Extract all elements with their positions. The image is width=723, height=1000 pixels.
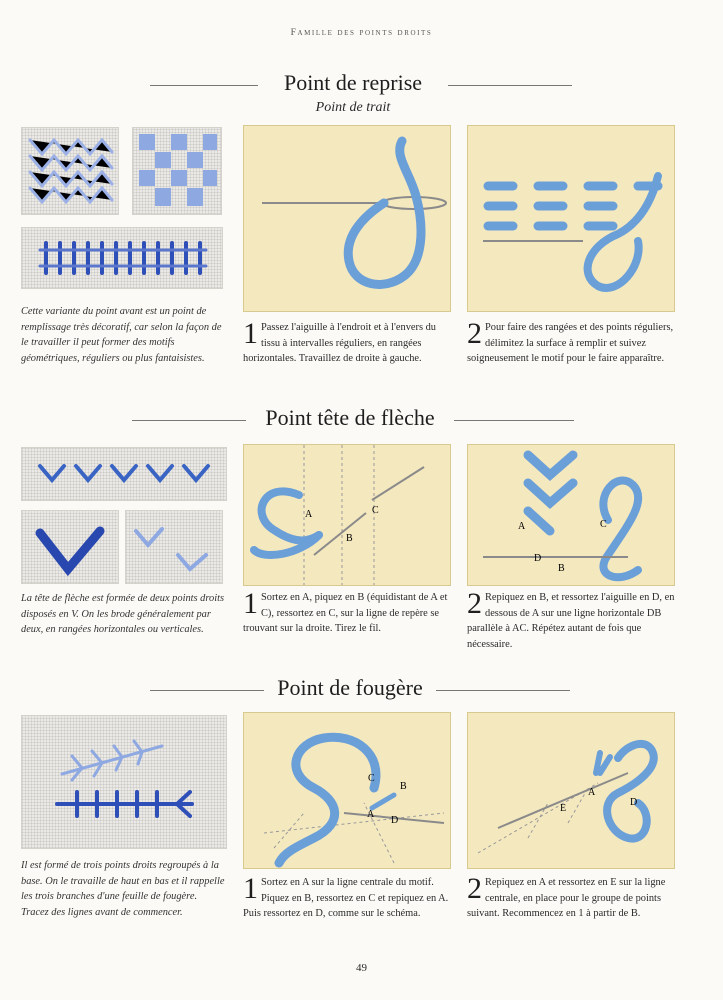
illustration-reprise-step1 xyxy=(243,125,451,312)
swatch-fleche-soft xyxy=(125,510,223,584)
step-number: 2 xyxy=(467,587,482,620)
section-title-tete-de-fleche: Point tête de flèche xyxy=(265,405,435,430)
step-fougere-2 xyxy=(467,872,679,922)
title-rule-right xyxy=(454,420,574,421)
illustration-fougere-step2 xyxy=(467,712,675,869)
running-header: Famille des points droits xyxy=(290,28,433,38)
swatch-reprise-chevron xyxy=(21,127,119,215)
step-text: Sortez en A, piquez en B (équidistant de A et C), ressortez en C, sur la ligne de repère se trouvant sur la droite. Tirez le fil. xyxy=(243,592,448,634)
label-c: C xyxy=(372,505,379,516)
section-subtitle-trait: Point de trait xyxy=(315,100,391,115)
label-b: B xyxy=(558,563,565,574)
step-text: Repiquez en B, et ressortez l'aiguille en D, en dessous de A sur une ligne horizontale DB parallèle à AC. Répétez autant de fois que nécessaire. xyxy=(467,592,675,650)
section-title-reprise: Point de reprise xyxy=(283,70,423,95)
illustration-reprise-step2 xyxy=(467,125,675,312)
title-rule-left xyxy=(132,420,246,421)
label-a: A xyxy=(367,809,375,820)
label-d: D xyxy=(630,797,638,808)
title-rule-right xyxy=(448,85,572,86)
label-c: C xyxy=(368,773,375,784)
step-text: Repiquez en A et ressortez en E sur la ligne centrale, en place pour le groupe de points suivant. Recommencez en 1 à partir de B. xyxy=(467,877,666,919)
step-number: 1 xyxy=(243,317,258,350)
step-reprise-1 xyxy=(243,317,455,367)
step-text: Pour faire des rangées et des points réguliers, délimitez la surface à remplir et suivez soigneusement le motif pour le faire apparaître. xyxy=(467,322,674,364)
illustration-fougere-step1 xyxy=(243,712,451,869)
step-fleche-1 xyxy=(243,587,455,637)
title-rule-right xyxy=(436,690,570,691)
label-a: A xyxy=(588,787,596,798)
step-reprise-2 xyxy=(467,317,679,367)
step-number: 1 xyxy=(243,587,258,620)
label-a: A xyxy=(305,509,313,520)
label-a: A xyxy=(518,521,526,532)
label-b: B xyxy=(346,533,353,544)
page-number: 49 xyxy=(356,962,367,974)
title-rule-left xyxy=(150,85,258,86)
caption-fougere: Il est formé de trois points droits regroupés à la base. On le travaille de haut en bas et il rappelle les trois branches d'une feuille de fougère. Tracez des lignes avant de commencer. xyxy=(21,860,225,918)
label-c: C xyxy=(600,519,607,530)
label-b: B xyxy=(400,781,407,792)
label-e: E xyxy=(560,803,567,814)
swatch-fleche-row xyxy=(21,447,227,501)
caption-fleche: La tête de flèche est formée de deux points droits disposés en V. On les brode généralement par deux, en rangées horizontales ou verticales. xyxy=(21,593,225,635)
label-d: D xyxy=(534,553,542,564)
title-rule-left xyxy=(150,690,264,691)
step-number: 2 xyxy=(467,317,482,350)
step-fleche-2 xyxy=(467,587,679,652)
label-d: D xyxy=(391,815,399,826)
illustration-fleche-step1 xyxy=(243,444,451,586)
step-fougere-1 xyxy=(243,872,455,922)
step-text: Sortez en A sur la ligne centrale du motif. Piquez en B, ressortez en C et repiquez en A. Puis ressortez en D, comme sur le schéma. xyxy=(243,877,449,919)
swatch-fougere xyxy=(21,715,227,849)
swatch-reprise-rows xyxy=(21,227,223,289)
swatch-fleche-large xyxy=(21,510,119,584)
section-title-fougere: Point de fougère xyxy=(277,675,423,700)
step-number: 2 xyxy=(467,872,482,905)
step-number: 1 xyxy=(243,872,258,905)
illustration-fleche-step2 xyxy=(467,444,675,586)
swatch-reprise-checker xyxy=(132,127,222,215)
caption-reprise: Cette variante du point avant est un point de remplissage très décoratif, car selon la façon de le travailler il peut former des motifs géométriques, réguliers ou plus fantaisistes. xyxy=(21,306,222,364)
step-text: Passez l'aiguille à l'endroit et à l'envers du tissu à intervalles réguliers, en rangées horizontales. Travaillez de droite à gauche. xyxy=(243,322,436,364)
